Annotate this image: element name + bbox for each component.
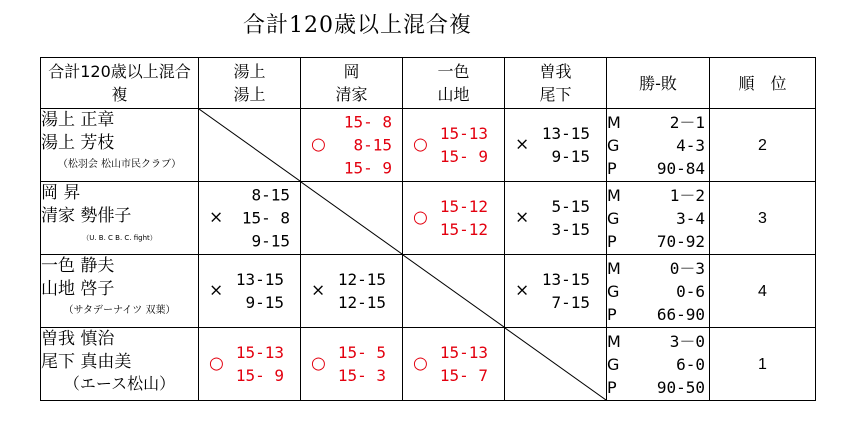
stat-value: 0－3 (669, 258, 705, 278)
stat-row-m (607, 257, 709, 280)
team-cell (41, 328, 199, 401)
header-opponent-4 (505, 58, 607, 109)
header-opponent-1 (199, 58, 301, 109)
stat-row-m (607, 330, 709, 353)
match-result (505, 255, 606, 327)
player-1-name: 曽我 慎治 (41, 329, 115, 349)
stat-label: P (607, 158, 617, 178)
stat-row-m (607, 111, 709, 134)
player-1-name: 一色 静夫 (41, 256, 115, 276)
stat-value: 2－1 (669, 112, 705, 132)
loss-mark: × (209, 280, 224, 301)
match-cell (403, 328, 505, 401)
match-cell (505, 182, 607, 255)
header-row (41, 58, 816, 109)
stat-row-g (607, 280, 709, 303)
header-opponent-4-line1: 曽我 (539, 62, 572, 81)
header-opponent-3-line1: 一色 (437, 62, 470, 81)
win-mark: ○ (413, 207, 428, 228)
header-wins-losses: 勝-敗 (607, 58, 710, 109)
match-cell (403, 182, 505, 255)
team-row (41, 109, 816, 182)
match-result (199, 255, 300, 327)
stat-value: 0-6 (676, 281, 705, 301)
stat-label: G (607, 354, 620, 374)
header-opponent-1-line1: 湯上 (233, 62, 266, 81)
player-2-name: 湯上 芳枝 (41, 133, 115, 153)
header-opponent-3-line2: 山地 (437, 85, 470, 104)
match-cell (199, 182, 301, 255)
match-result (199, 182, 300, 254)
rank-value: 1 (710, 328, 816, 401)
game-scores: 13-15 9-15 (235, 270, 284, 312)
win-mark: ○ (413, 134, 428, 155)
game-scores: 15-13 15- 7 (439, 343, 488, 385)
game-scores: 15- 5 15- 3 (337, 343, 386, 385)
stat-label: M (607, 185, 621, 205)
stat-value: 66-90 (656, 304, 705, 324)
stat-value: 3－0 (669, 331, 705, 351)
self-match-cell (301, 182, 403, 255)
diagonal-line (403, 255, 504, 327)
match-cell (199, 328, 301, 401)
match-cell (505, 255, 607, 328)
match-cell (505, 109, 607, 182)
team-row (41, 328, 816, 401)
player-2-name: 清家 勢俳子 (41, 206, 132, 226)
match-result (505, 182, 606, 254)
stats-cell (607, 109, 710, 182)
stat-label: G (607, 135, 620, 155)
loss-mark: × (209, 207, 224, 228)
win-mark: ○ (311, 353, 326, 374)
match-result (199, 328, 300, 400)
team-row (41, 182, 816, 255)
game-scores: 5-15 3-15 (551, 197, 590, 239)
match-cell (301, 255, 403, 328)
loss-mark: × (515, 134, 530, 155)
stat-value: 6-0 (676, 354, 705, 374)
win-mark: ○ (413, 353, 428, 374)
game-scores: 15-13 15- 9 (235, 343, 284, 385)
loss-mark: × (515, 280, 530, 301)
stat-label: G (607, 281, 620, 301)
header-opponent-3 (403, 58, 505, 109)
stat-row-g (607, 353, 709, 376)
match-cell (301, 328, 403, 401)
stat-value: 3-4 (676, 208, 705, 228)
results-table (40, 57, 816, 401)
stat-row-p (607, 157, 709, 180)
player-2-name: 尾下 真由美 (41, 352, 132, 372)
stat-label: P (607, 231, 617, 251)
stat-row-p (607, 303, 709, 326)
stats-cell (607, 255, 710, 328)
team-cell (41, 109, 199, 182)
header-opponent-2 (301, 58, 403, 109)
rank-value: 2 (710, 109, 816, 182)
stat-value: 70-92 (656, 231, 705, 251)
player-2-name: 山地 啓子 (41, 279, 115, 299)
stat-value: 90-84 (656, 158, 705, 178)
stat-row-p (607, 230, 709, 253)
match-result (301, 328, 402, 400)
header-opponent-4-line2: 尾下 (539, 85, 572, 104)
stat-label: G (607, 208, 620, 228)
club-name: （松羽会 松山市民クラブ） (57, 159, 182, 170)
stat-value: 90-50 (656, 377, 705, 397)
game-scores: 13-15 9-15 (541, 124, 590, 166)
player-1-name: 岡 昇 (41, 183, 81, 203)
game-scores: 15-13 15- 9 (439, 124, 488, 166)
match-cell (301, 109, 403, 182)
team-row (41, 255, 816, 328)
self-match-cell (199, 109, 301, 182)
club-name: （U. B. C B. C. fight） (82, 234, 157, 242)
stat-label: M (607, 112, 621, 132)
match-cell (403, 109, 505, 182)
self-match-cell (505, 328, 607, 401)
game-scores: 12-15 12-15 (337, 270, 386, 312)
header-opponent-1-line2: 湯上 (233, 85, 266, 104)
win-mark: ○ (311, 134, 326, 155)
club-name: （エース松山） (63, 374, 176, 393)
player-1-name: 湯上 正章 (41, 110, 115, 130)
self-match-cell (403, 255, 505, 328)
match-result (301, 109, 402, 181)
stat-label: P (607, 304, 617, 324)
stat-label: M (607, 331, 621, 351)
diagonal-line (505, 328, 606, 400)
header-opponent-2-line2: 清家 (335, 85, 368, 104)
team-cell (41, 255, 199, 328)
game-scores: 15- 8 8-15 15- 9 (343, 112, 392, 178)
stat-row-g (607, 134, 709, 157)
header-opponent-2-line1: 岡 (343, 62, 360, 81)
match-cell (199, 255, 301, 328)
stat-row-g (607, 207, 709, 230)
match-result (403, 328, 504, 400)
stat-label: M (607, 258, 621, 278)
header-rank: 順 位 (710, 58, 816, 109)
match-result (403, 182, 504, 254)
diagonal-line (199, 109, 300, 181)
header-event-label: 合計120歳以上混合複 (41, 58, 199, 109)
match-result (403, 109, 504, 181)
game-scores: 15-12 15-12 (439, 197, 488, 239)
stats-cell (607, 328, 710, 401)
match-result (505, 109, 606, 181)
stat-value: 4-3 (676, 135, 705, 155)
loss-mark: × (515, 207, 530, 228)
loss-mark: × (311, 280, 326, 301)
stat-value: 1－2 (669, 185, 705, 205)
rank-value: 4 (710, 255, 816, 328)
club-name: （サタデーナイツ 双葉） (63, 305, 176, 316)
stats-cell (607, 182, 710, 255)
team-cell (41, 182, 199, 255)
win-mark: ○ (209, 353, 224, 374)
game-scores: 8-15 15- 8 9-15 (241, 185, 290, 251)
stat-row-p (607, 376, 709, 399)
game-scores: 13-15 7-15 (541, 270, 590, 312)
match-result (301, 255, 402, 327)
stat-row-m (607, 184, 709, 207)
rank-value: 3 (710, 182, 816, 255)
page-title: 合計120歳以上混合複 (243, 13, 472, 38)
diagonal-line (301, 182, 402, 254)
stat-label: P (607, 377, 617, 397)
